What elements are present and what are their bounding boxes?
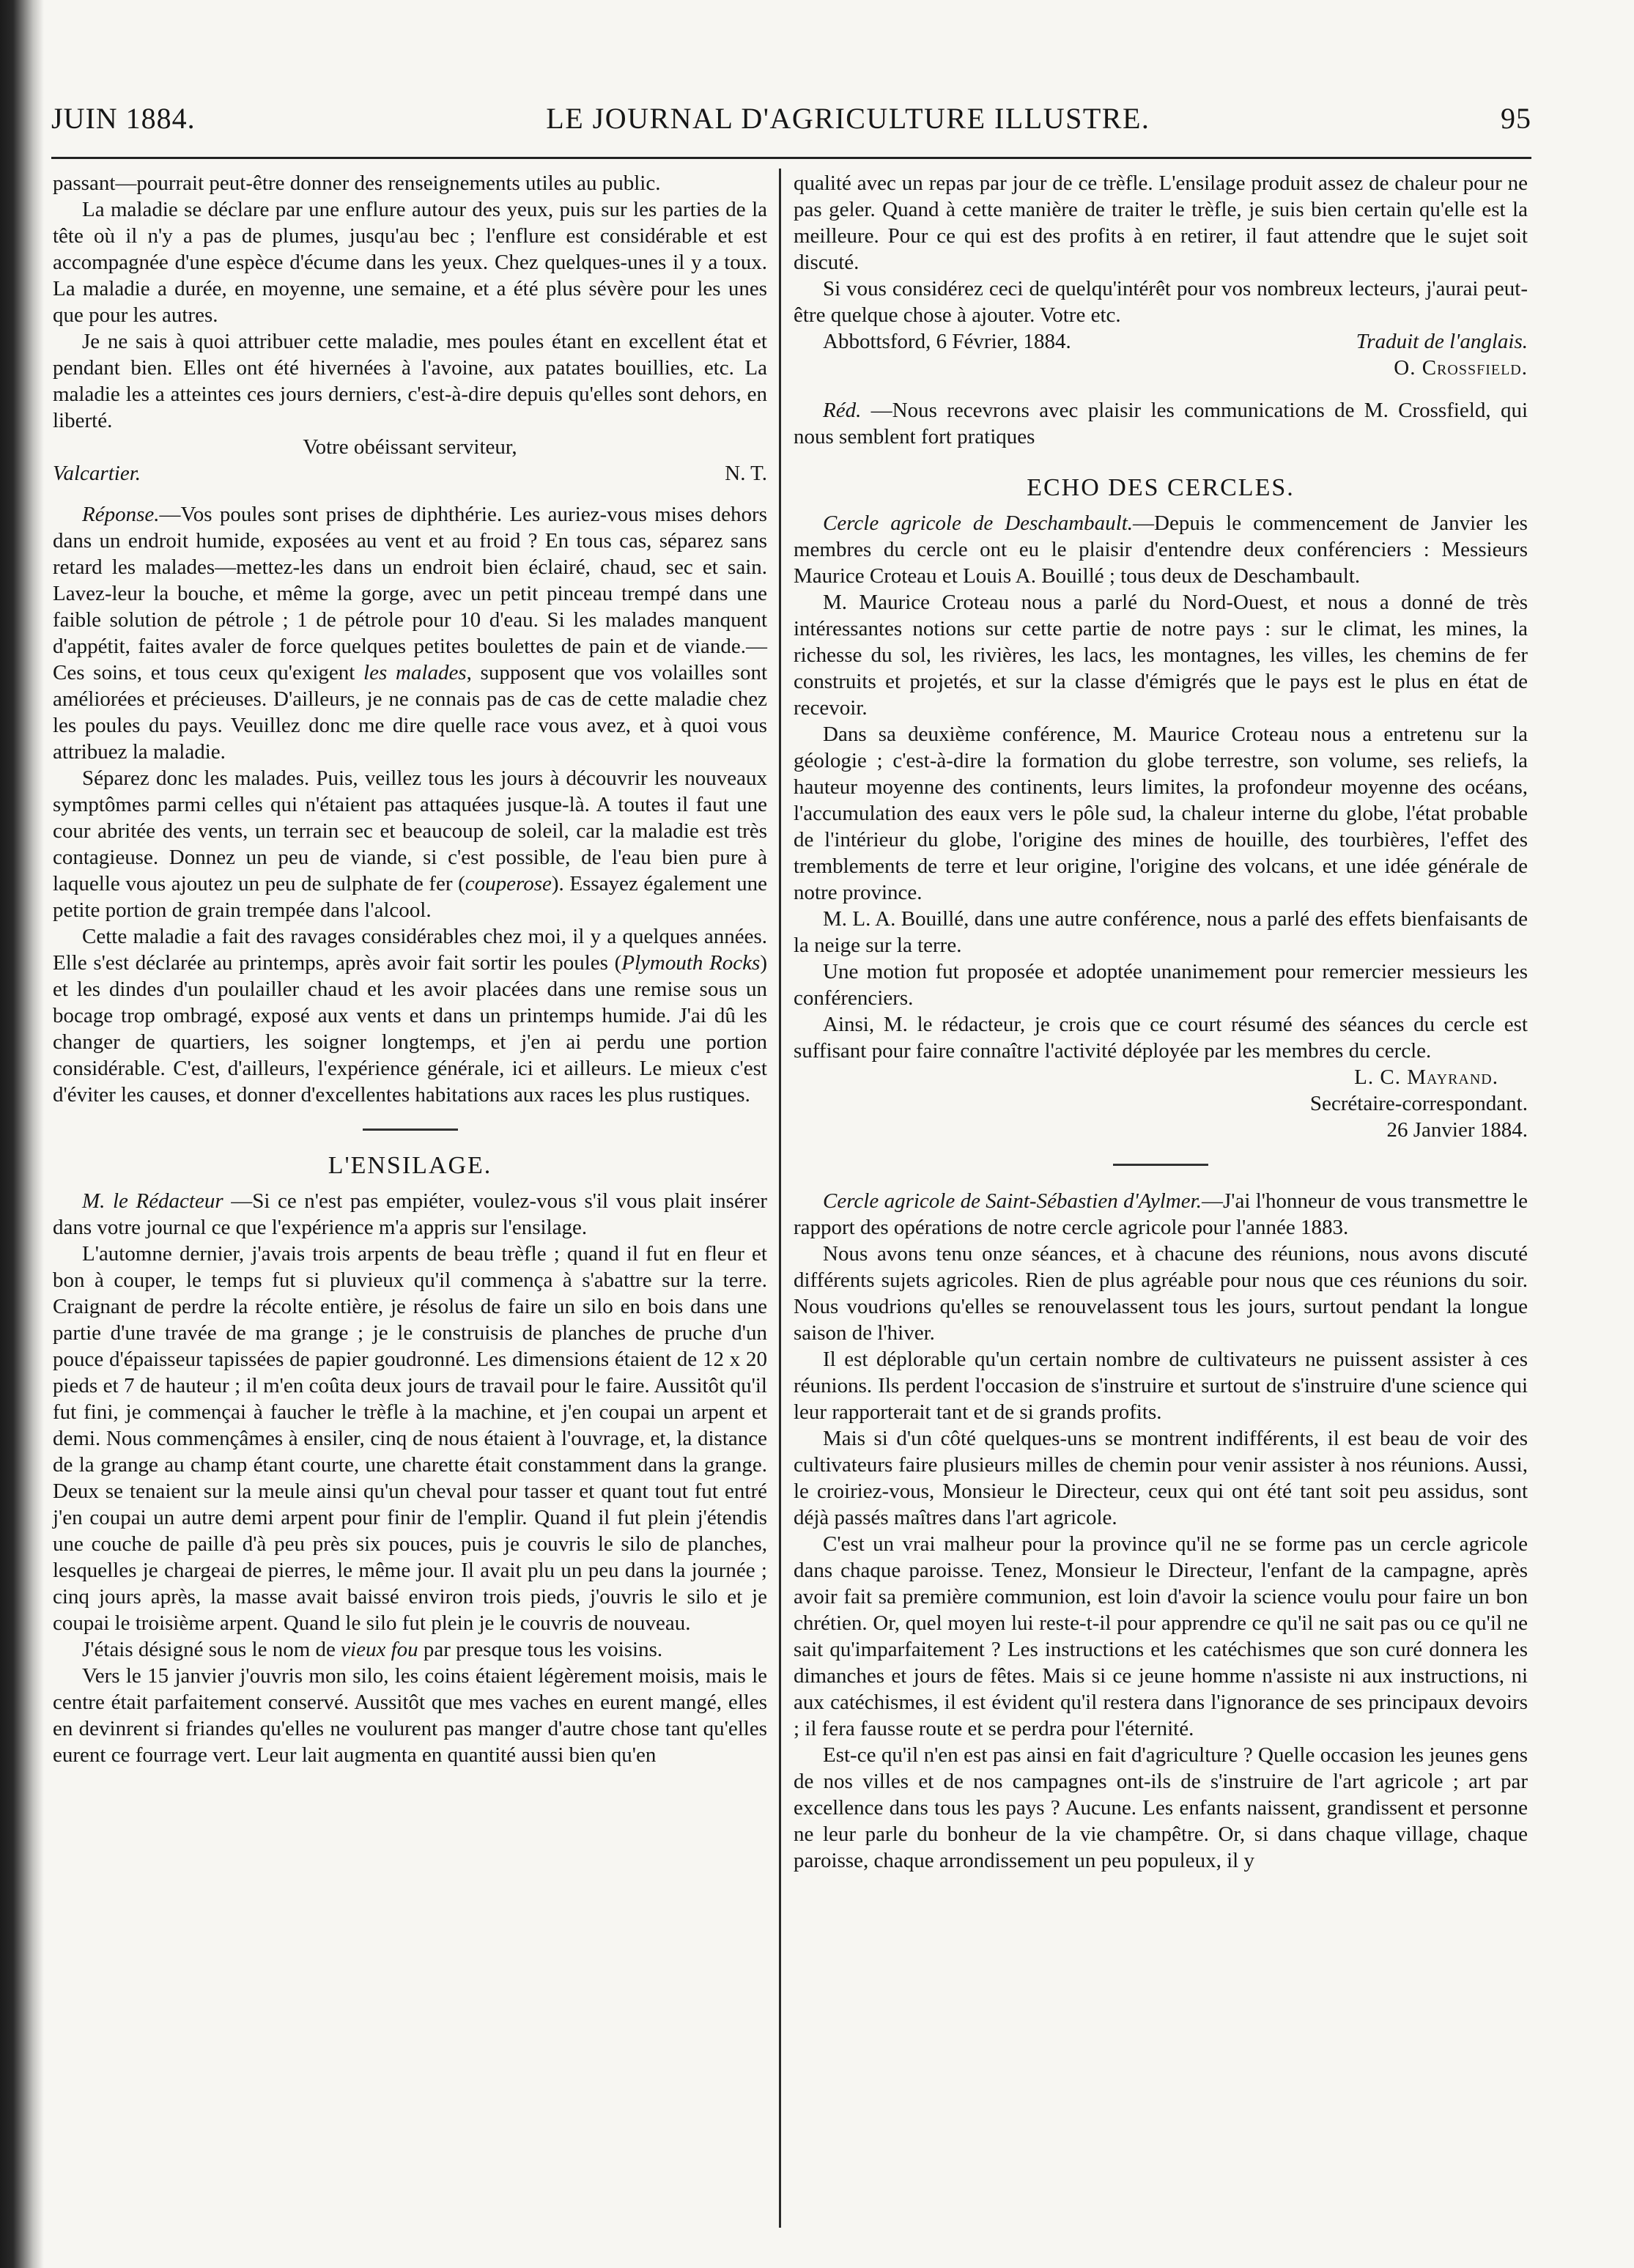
- letter-signature: [53, 460, 767, 487]
- letter-dateline: [794, 328, 1528, 355]
- paragraph: Vers le 15 janvier j'ouvris mon silo, les coins étaient légèrement moisis, mais le centre était parfaitement conservé. Aussitôt que mes vaches en eurent mangé, elles en devinrent si friandes qu'elles ne voulurent pas manger d'autre chose tant qu'elles eurent ce fourrage vert. Leur lait augmenta en quantité aussi bien qu'en: [53, 1664, 767, 1767]
- signature: L. C. Mayrand.: [1354, 1065, 1498, 1089]
- paragraph: Cette maladie a fait des ravages considérables chez moi, il y a quelques années. Elle s'est déclarée au printemps, après avoir fait sortir les poules (Plymouth Rocks) et les dindes d'un poulailler chaud et les avoir placées dans une remise sous un bocage trop ombragé, exposé aux vents et dans un printemps humide. J'ai dû les changer de quartiers, les soigner longtemps, et j'en ai perdu une portion considérable. C'est, d'ailleurs, l'expérience générale, ici et ailleurs. Le mieux c'est d'éviter les causes, et donner d'excellentes habitations aux races les plus rustiques.: [53, 925, 767, 1107]
- paragraph: Dans sa deuxième conférence, M. Maurice Croteau nous a entretenu sur la géologie ; c'est-à-dire la formation du globe terrestre, son volume, ses reliefs, la hauteur moyenne des continents, leurs limites, la profondeur moyenne des océans, l'accumulation des eaux vers le pôle sud, la chaleur interne du globe, l'état probable de l'intérieur du globe, l'origine des mines de houille, des tourbières, l'effet des tremblements de terre et leur origine, l'origine des volcans, et une idée générale de notre province.: [794, 723, 1528, 904]
- left-column: [53, 170, 767, 1768]
- header-rule: [51, 157, 1531, 159]
- editor-note: Réd. —Nous recevrons avec plaisir les communications de M. Crossfield, qui nous semblent fort pratiques: [794, 399, 1528, 448]
- echo-heading: ECHO DES CERCLES.: [1027, 474, 1295, 501]
- paragraph: Cercle agricole de Saint-Sébastien d'Aylmer.—J'ai l'honneur de vous transmettre le rapport des opérations de notre cercle agricole pour l'année 1883.: [794, 1189, 1528, 1239]
- paragraph: La maladie se déclare par une enflure autour des yeux, puis sur les parties de la tête où il n'y a pas de plumes, jusqu'au bec ; l'enflure est considérable et est accompagnée d'une espèce d'écume dans les yeux. Chez quelques-unes il y a toux. La maladie a durée, en moyenne, une semaine, et a été plus sévère pour les unes que pour les autres.: [53, 198, 767, 327]
- paragraph: Il est déplorable qu'un certain nombre de cultivateurs ne puissent assister à ces réunions. Ils perdent l'occasion de s'instruire et surtout de s'instruire d'une science qui leur rapporterait tant et de si grands profits.: [794, 1348, 1528, 1424]
- signature-date: 26 Janvier 1884.: [1386, 1118, 1528, 1142]
- letter-place: Valcartier.: [53, 462, 141, 485]
- letter-place: Abbottsford, 6 Février, 1884.: [823, 330, 1071, 353]
- paragraph: Mais si d'un côté quelques-uns se montrent indifférents, il est beau de voir des cultivateurs faire plusieurs milles de chemin pour venir assister à nos réunions. Aussi, le croiriez-vous, Monsieur le Directeur, ceux qui ont été tant soit peu assidus, sont déjà passés maîtres dans l'art agricole.: [794, 1427, 1528, 1529]
- header-date: JUIN 1884.: [51, 102, 196, 135]
- paragraph: L'automne dernier, j'avais trois arpents de beau trèfle ; quand il fut en fleur et bon à couper, le temps fut si pluvieux qu'il commença à s'abattre sur la terre. Craignant de perdre la récolte entière, je résolus de faire un silo en bois dans une partie d'une travée de ma grange ; je le construisis de planches de pruche d'un pouce d'épaisseur tapissées de papier goudronné. Les dimensions étaient de 12 x 20 pieds et 7 de hauteur ; il m'en coûta deux jours de travail pour le faire. Aussitôt qu'il fut fini, je commençai à faucher le trèfle à la machine, et j'en coupai un arpent et demi. Nous commençâmes à ensiler, cinq de nous étaient à l'ouvrage, et, la distance de la grange au champ étant courte, une charette était constamment dans la grange. Deux se tenaient sur la meule ainsi qu'un cheval pour tasser et quant tout fut entré j'en coupai un autre demi arpent pour finir de l'emplir. Quand il fut plein j'étendis une couche de paille d'à peu près six pouces, puis je couvris le silo de planches, lesquelles je chargeai de pierres, le même jour. Il avait plu un peu dans la journée ; cinq jours après, la masse avait baissé environ trois pieds, j'ouvris le silo et je coupai le troisième arpent. Quand le silo fut plein je le couvris de nouveau.: [53, 1242, 767, 1635]
- paragraph: J'étais désigné sous le nom de vieux fou par presque tous les voisins.: [82, 1638, 663, 1661]
- letter-signature: O. Crossfield.: [1394, 356, 1528, 380]
- letter-initials: N. T.: [725, 462, 767, 485]
- paragraph: C'est un vrai malheur pour la province qu'il ne se forme pas un cercle agricole dans chaque paroisse. Tenez, Monsieur le Directeur, l'enfant de la campagne, après avoir fait sa première communion, est loin d'avoir la science voulu pour faire un bon chrétien. Or, quel moyen lui reste-t-il pour apprendre ce qu'il ne sait pas ou ce qu'il ne sait qu'imparfaitement ? Les instructions et les catéchismes que son curé donnera les dimanches et jours de fêtes. Mais si ce jeune homme n'assiste ni aux instructions, ni aux catéchismes, il est évident qu'il restera dans l'ignorance de ses principaux devoirs ; il fera fausse route et se perdra pour l'éternité.: [794, 1532, 1528, 1740]
- signature-title: Secrétaire-correspondant.: [1309, 1092, 1528, 1115]
- translation-note: Traduit de l'anglais.: [1356, 330, 1528, 353]
- letter-closing: Votre obéissant serviteur,: [303, 435, 517, 459]
- reponse-paragraph: Réponse.—Vos poules sont prises de diphthérie. Les auriez-vous mises dehors dans un endroit humide, exposées au vent et au froid ? En tous cas, séparez sans retard les malades—mettez-les dans un endroit bien éclairé, chaud, sec et sain. Lavez-leur la bouche, et même la gorge, avec un petit pinceau trempé dans une faible solution de pétrole ; 1 de pétrole pour 10 d'eau. Si les malades manquent d'appétit, faites avaler de force quelques petites boulettes de pain et de viande.—Ces soins, et tous ceux qu'exigent les malades, supposent que vos volailles sont améliorées et précieuses. D'ailleurs, je ne connais pas de cas de cette maladie chez les poules du pays. Veuillez donc me dire quelle race vous avez, et à quoi vous attribuez la maladie.: [53, 503, 768, 764]
- paragraph: Est-ce qu'il n'en est pas ainsi en fait d'agriculture ? Quelle occasion les jeunes gens de nos villes et de nos campagnes ont-ils de s'instruire de l'art agricole ; art par excellence dans tous les pays ? Aucune. Les enfants naissent, grandissent et personne ne leur parle du bonheur de la vie champêtre. Or, si dans chaque village, chaque paroisse, chaque arrondissement un peu populeux, il y: [794, 1743, 1528, 1872]
- cercle-name: Cercle agricole de Deschambault.: [823, 511, 1133, 535]
- paragraph: passant—pourrait peut-être donner des renseignements utiles au public.: [53, 171, 661, 195]
- ensilage-heading: L'ENSILAGE.: [328, 1152, 492, 1179]
- column-divider: [779, 169, 781, 2228]
- cercle-name: Cercle agricole de Saint-Sébastien d'Aylmer.: [823, 1189, 1202, 1213]
- paragraph: Cercle agricole de Deschambault.—Depuis le commencement de Janvier les membres du cercle ont eu le plaisir d'entendre deux conférenciers : Messieurs Maurice Croteau et Louis A. Bouillé ; tous deux de Deschambault.: [794, 511, 1528, 588]
- paragraph: qualité avec un repas par jour de ce trèfle. L'ensilage produit assez de chaleur pour ne pas geler. Quand à cette manière de traiter le trèfle, je suis bien certain qu'elle est la meilleure. Pour ce qui est des profits à en retirer, il faut attendre que le sujet soit discuté.: [794, 171, 1528, 274]
- paragraph: M. Maurice Croteau nous a parlé du Nord-Ouest, et nous a donné de très intéressantes notions sur cette partie de notre pays : sur le climat, les mines, la richesse du sol, les rivières, les lacs, les montagnes, les villes, les chemins de fer construits et projetés, et sur la classe d'émigrés que le pays est le plus en état de recevoir.: [794, 591, 1528, 720]
- binding-edge-shadow: [0, 0, 44, 2268]
- paragraph: M. le Rédacteur —Si ce n'est pas empiéter, voulez-vous s'il vous plait insérer dans votre journal ce que l'expérience m'a appris sur l'ensilage.: [53, 1189, 768, 1239]
- reponse-label: Réponse.: [82, 503, 160, 526]
- paragraph: M. L. A. Bouillé, dans une autre conférence, nous a parlé des effets bienfaisants de la neige sur la terre.: [794, 907, 1528, 957]
- paragraph: Nous avons tenu onze séances, et à chacune des réunions, nous avons discuté différents sujets agricoles. Rien de plus agréable pour nous que ces réunions du soir. Nous voudrions qu'elles se renouvelassent tous les jours, surtout pendant la longue saison de l'hiver.: [794, 1242, 1528, 1345]
- salutation: M. le Rédacteur: [82, 1189, 223, 1213]
- editor-label: Réd.: [823, 399, 862, 422]
- paragraph: Je ne sais à quoi attribuer cette maladie, mes poules étant en excellent état et pendant bien. Elles ont été hivernées à l'avoine, aux patates bouillies, etc. La maladie les a atteintes ces jours derniers, c'est-à-dire depuis qu'elles sont dehors, en liberté.: [53, 330, 767, 432]
- section-rule: [363, 1129, 458, 1131]
- paragraph: Ainsi, M. le rédacteur, je crois que ce court résumé des séances du cercle est suffisant pour faire connaître l'activité déployée par les membres du cercle.: [794, 1013, 1528, 1063]
- right-column: [794, 170, 1528, 1874]
- page-number: 95: [1501, 102, 1531, 135]
- section-rule: [1113, 1164, 1208, 1166]
- paragraph: Séparez donc les malades. Puis, veillez tous les jours à découvrir les nouveaux symptômes parmi celles qui n'étaient pas attaquées jusque-là. A toutes il faut une cour abritée des vents, un terrain sec et beaucoup de soleil, car la maladie est très contagieuse. Donnez un peu de viande, si c'est possible, de l'eau bien pure à laquelle vous ajoutez un peu de sulphate de fer (couperose). Essayez également une petite portion de grain trempée dans l'alcool.: [53, 767, 767, 922]
- page-header: [51, 101, 1531, 145]
- paragraph: Une motion fut proposée et adoptée unanimement pour remercier messieurs les conférenciers.: [794, 960, 1528, 1010]
- header-title: LE JOURNAL D'AGRICULTURE ILLUSTRE.: [546, 102, 1150, 135]
- paragraph: Si vous considérez ceci de quelqu'intérêt pour vos nombreux lecteurs, j'aurai peut-être quelque chose à ajouter. Votre etc.: [794, 277, 1528, 327]
